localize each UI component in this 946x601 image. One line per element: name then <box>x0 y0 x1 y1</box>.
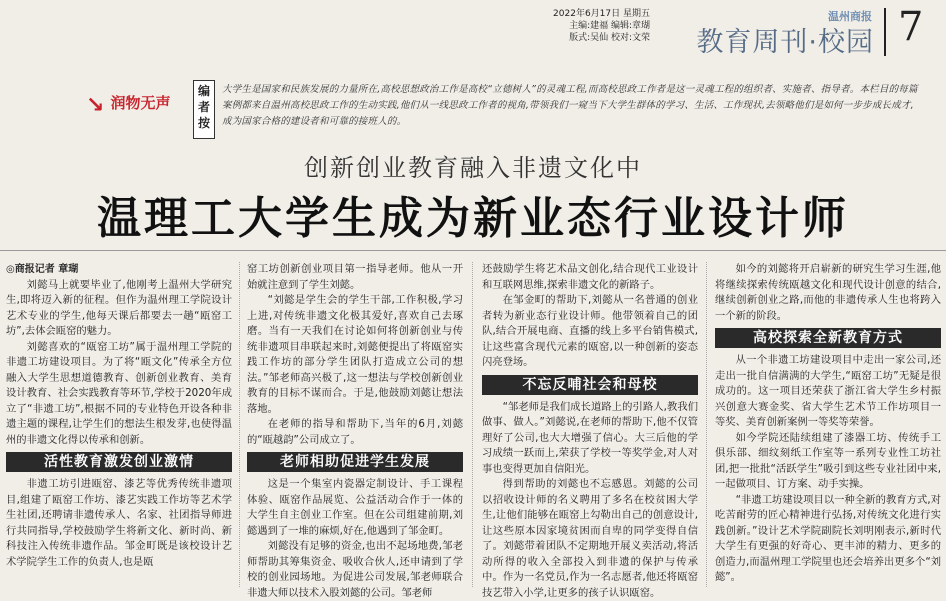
paragraph: 窑工坊创新创业项目第一指导老师。他从一开始就注意到了学生刘懿。 <box>247 263 463 291</box>
paragraph: 非遗工坊引进瓯窑、漆艺等优秀传统非遗项目,组建了瓯窑工作坊、漆艺实践工作坊等艺术学生社团,还聘请非遗传承人、名家、社团指导师进行共同指导,学校鼓励学生将新文化、新时尚、新科技注入传统非遗作品。邹金町既是该校设计艺术学院学生工作的负责人,也是瓯 <box>6 478 232 568</box>
masthead-meta <box>520 8 650 44</box>
masthead-divider <box>884 8 886 56</box>
column-divider <box>706 262 707 587</box>
paragraph: “邹老师是我们成长道路上的引路人,教我们做事、做人。”刘懿说,在老师的帮助下,他不仅管理好了公司,也大大增强了信心。大三后他的学习成绩一跃而上,荣获了学校一等奖学金,对人对事也变得更加自信阳光。 <box>482 400 698 475</box>
paragraph: 从一个非遗工坊建设项目中走出一家公司,还走出一批自信满满的大学生,“瓯窑工坊”无疑是很成功的。这一项目还荣获了浙江省大学生乡村振兴创意大赛金奖、省大学生艺术节工作坊项目一等奖、美育创新案例一等奖等荣誉。 <box>715 354 941 428</box>
section-title: 教育周刊·校园 <box>696 27 874 58</box>
page-number: 7 <box>898 4 924 50</box>
article-subtitle: 创新创业教育融入非遗文化中 <box>304 154 642 182</box>
paragraph: 如今的刘懿将开启崭新的研究生学习生涯,他将继续探索传统瓯越文化和现代设计创意的结合,继续创新创业之路,而他的非遗传承人生也将跨入一个新的阶段。 <box>715 263 941 322</box>
paragraph: 还鼓励学生将艺术品文创化,结合现代工业设计和互联网思维,探索非遗文化的新路子。 <box>482 263 698 291</box>
article-column-1 <box>6 262 232 590</box>
article-column-3 <box>482 262 698 599</box>
section-subhead: 不忘反哺社会和母校 <box>482 375 698 395</box>
article-column-4 <box>715 262 941 590</box>
section-subhead: 老师相助促进学生发展 <box>247 452 463 472</box>
layout-credit: 版式:吴仙 校对:文荣 <box>569 33 650 43</box>
column-divider <box>472 262 473 587</box>
paragraph: 得到帮助的刘懿也不忘感恩。刘懿的公司以招收设计师的名义聘用了多名在校贫困大学生,让他们能够在瓯窑上勾勒出自己的创意设计,让这些原本因家境贫困而自卑的同学变得自信了。刘懿带着团队不定期地开展义卖活动,将活动所得的收入全部投入到非遗的保护与传承中。作为一名党员,作为一名志愿者,他还将瓯窑技艺带入小学,让更多的孩子认识瓯窑。 <box>482 478 698 599</box>
editors-credit: 主编:建福 编辑:章瑚 <box>569 21 650 31</box>
column-divider <box>239 262 240 587</box>
section-subhead: 活性教育激发创业激情 <box>6 452 232 472</box>
paragraph: “刘懿是学生会的学生干部,工作积极,学习上进,对传统非遗文化极其爱好,喜欢自己去琢磨。当有一天我们在讨论如何将创新创业与传统非遗项目串联起来时,刘懿便提出了将瓯窑实践工作坊的部分学生团队打造成立公司的想法。”邹老师高兴极了,这一想法与学校创新创业教育的目标不谋而合。于是,他鼓励刘懿让想法落地。 <box>247 294 463 415</box>
arrow-icon: ↘ <box>86 93 105 118</box>
paragraph: 在老师的指导和帮助下,当年的6月,刘懿的“瓯越韵”公司成立了。 <box>247 418 463 446</box>
issue-date: 2022年6月17日 星期五 <box>553 9 650 19</box>
column-name: 润物无声 <box>110 94 171 112</box>
column-tag <box>86 92 170 118</box>
newspaper-brand: 温州商报 <box>828 10 872 23</box>
paragraph: 刘懿没有足够的资金,也出不起场地费,邹老师帮助其筹集资金、吸收合伙人,还申请到了学校的创业园场地。为促进公司发展,邹老师联合非遗大师以技术入股刘懿的公司。邹老师 <box>247 540 463 599</box>
paragraph: 刘懿马上就要毕业了,他刚考上温州大学研究生,即将迈入新的征程。但作为温州理工学院设计艺术专业的学生,他每天课后都要去一趟“瓯窑工坊”,去体会瓯窑的魅力。 <box>6 278 232 337</box>
section-subhead: 高校探索全新教育方式 <box>715 328 941 348</box>
article-column-2 <box>247 262 463 599</box>
article-headline: 温理工大学生成为新业态行业设计师 <box>97 193 849 244</box>
paragraph: “非遗工坊建设项目以一种全新的教育方式,对吃苦耐劳的匠心精神进行弘扬,对传统文化进行实践创新。”设计艺术学院副院长刘明刚表示,新时代大学生有更强的好奇心、更丰沛的精力、更多的创造力,而温州理工学院里也还会培养出更多个“刘懿”。 <box>715 493 941 583</box>
editor-note-text: 大学生是国家和民族发展的力量所在,高校思想政治工作是高校“立德树人”的灵魂工程,而高校思政工作者是这一灵魂工程的组织者、实施者、指导者。本栏目的每篇案例都来自温州高校思政工作的生动实践,他们从一线思政工作者的视角,带领我们一窥当下大学生群体的学习、生活、工作现状,去领略他们是如何一步步成长成才,成为国家合格的建设者和可靠的接班人的。 <box>222 84 918 127</box>
paragraph: 在邹金町的帮助下,刘懿从一名普通的创业者转为新业态行业设计师。他带领着自己的团队,结合开展电商、直播的线上多平台销售模式,让这些富含现代元素的瓯窑,以一种创新的姿态闪亮登场。 <box>482 294 698 368</box>
paragraph: 这是一个集室内瓷器定制设计、手工课程体验、瓯窑作品展览、公益活动合作于一体的大学生自主创业工作室。但在公司组建前期,刘懿遇到了一堆的麻烦,好在,他遇到了邹金町。 <box>247 478 463 537</box>
editor-note-label: 编者按 <box>193 80 215 139</box>
byline: ◎商报记者 章瑚 <box>6 264 79 275</box>
paragraph: 如今学院还陆续组建了漆器工坊、传统手工俱乐部、细纹刻纸工作室等一系列专业性工坊社团,把一批批“活跃学生”吸引到这些专业社团中来,一起做项目、订方案、动手实操。 <box>715 431 941 490</box>
paragraph: 刘懿喜欢的“瓯窑工坊”属于温州理工学院的非遗工坊建设项目。为了将“瓯文化”传承全方位融入大学生思想道德教育、创新创业教育、美育设计教育、社会实践教育等环节,学校于2020年成立了“非遗工坊”,根据不同的专业特色开设各种非遗主题的课程,让学生们的想法生根发芽,也使得温州的非遗文化得以传承和创新。 <box>6 340 232 446</box>
headline-rule <box>0 250 946 251</box>
